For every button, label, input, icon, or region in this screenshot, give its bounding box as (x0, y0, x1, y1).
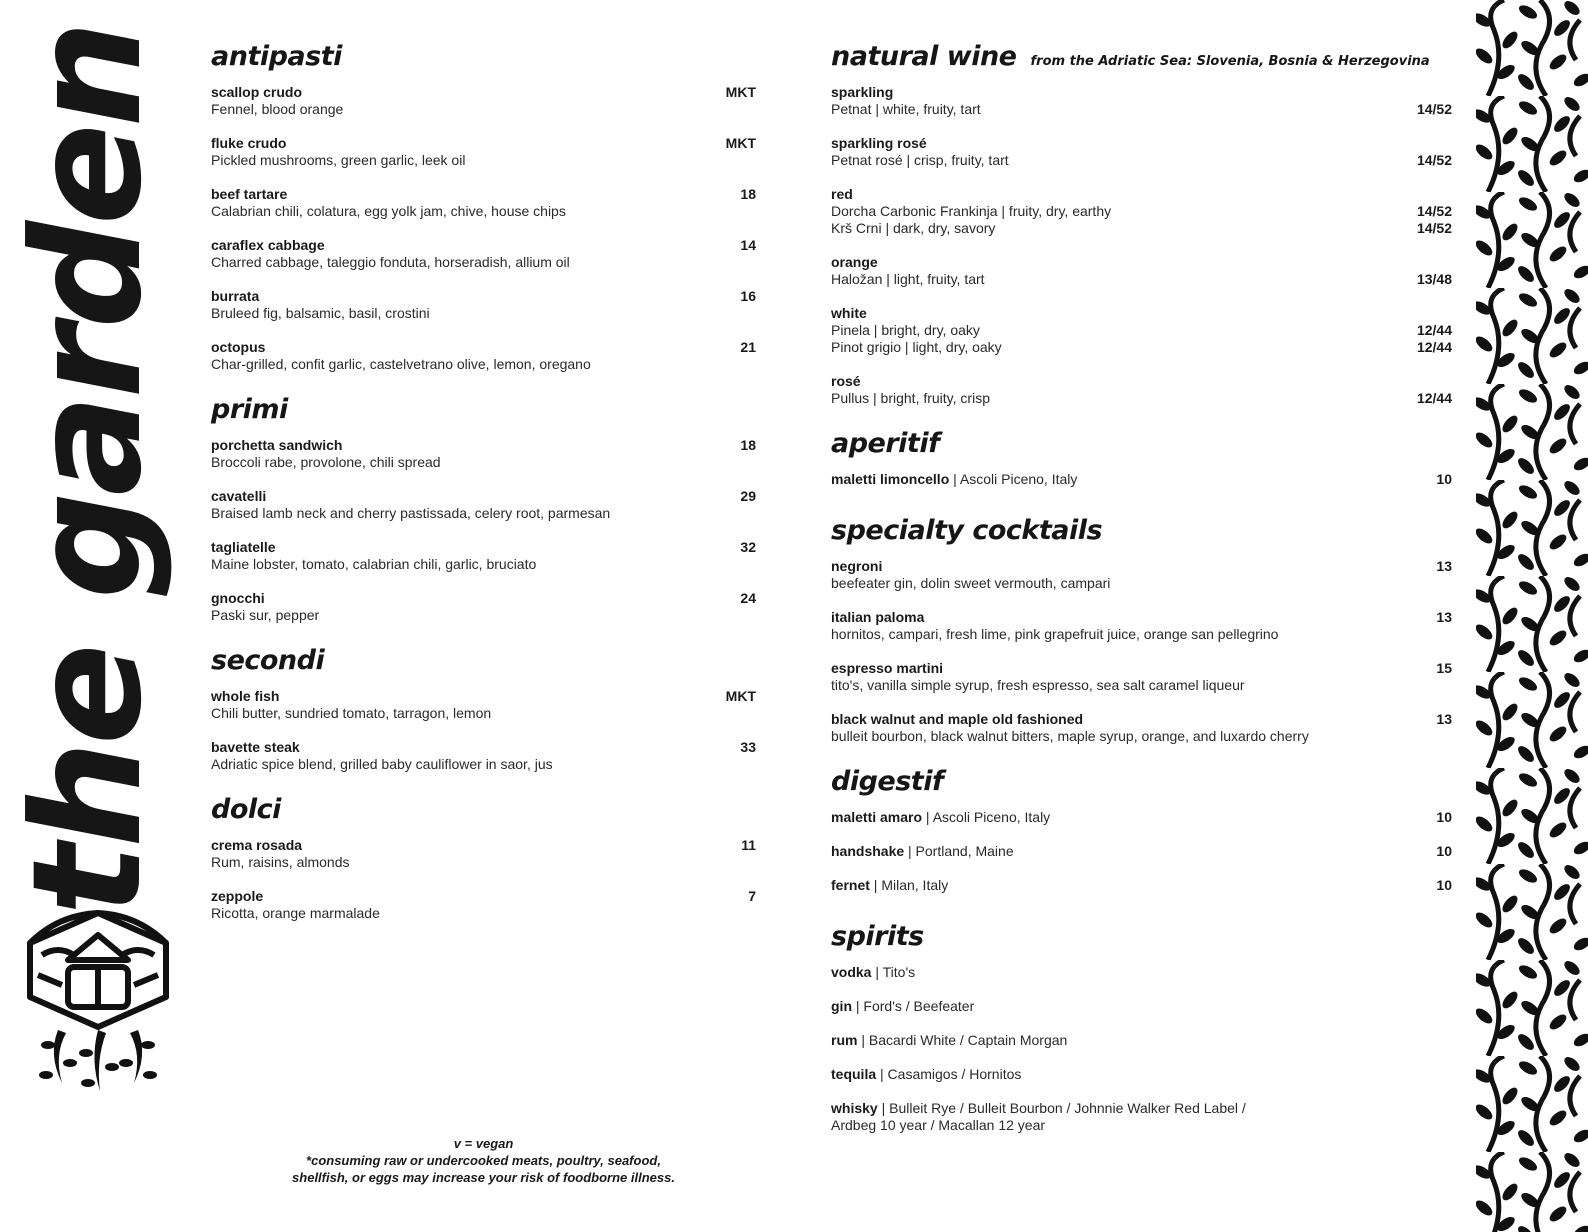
section-aperitif (831, 423, 1452, 488)
natural-wine-title: natural wine (831, 41, 1017, 72)
item-price: 13 (1436, 558, 1452, 574)
footnote-vegan: v = vegan (453, 1136, 514, 1151)
item-price: 33 (740, 739, 756, 755)
item-name: zeppole (211, 888, 264, 904)
item-price: 13 (1436, 609, 1452, 625)
item-desc: Fennel, blood orange (211, 101, 344, 117)
menu-item (211, 186, 756, 220)
section-natural-wine (831, 36, 1452, 407)
item-name: handshake (831, 843, 905, 859)
wine-group-name: rosé (831, 373, 861, 389)
item-brands-cont: Ardbeg 10 year / Macallan 12 year (831, 1117, 1046, 1133)
wine-price: 13/48 (1416, 271, 1452, 287)
item-desc: Bruleed fig, balsamic, basil, crostini (211, 305, 430, 321)
wine-desc: Dorcha Carbonic Frankinja | fruity, dry, earthy (831, 203, 1112, 219)
menu-item (211, 84, 756, 118)
footnote-warning-2: shellfish, or eggs may increase your risk of foodborne illness. (292, 1170, 675, 1185)
item-desc: beefeater gin, dolin sweet vermouth, campari (831, 575, 1111, 591)
vine-pattern-border (1476, 0, 1588, 1232)
drinks-column (831, 36, 1452, 1134)
wine-price: 14/52 (1416, 101, 1452, 117)
wine-line (831, 203, 1452, 220)
wine-line (831, 271, 1452, 288)
item-price: 10 (1436, 809, 1452, 825)
item-price: 24 (740, 590, 756, 606)
section-primi (211, 389, 756, 624)
item-name: crema rosada (211, 837, 303, 853)
section-title-aperitif: aperitif (831, 428, 940, 459)
item-desc: tito's, vanilla simple syrup, fresh espresso, sea salt caramel liqueur (831, 677, 1245, 693)
wine-price: 14/52 (1416, 220, 1452, 236)
item-price: 11 (741, 837, 756, 853)
wine-desc: Krš Crni | dark, dry, savory (831, 220, 996, 236)
menu-item (831, 1066, 1452, 1083)
item-name: bavette steak (211, 739, 300, 755)
item-desc: Chili butter, sundried tomato, tarragon, lemon (211, 705, 492, 721)
section-antipasti (211, 36, 756, 373)
menu-item (831, 558, 1452, 592)
menu-item (831, 711, 1452, 745)
item-name: cavatelli (211, 488, 267, 504)
menu-item (211, 888, 756, 922)
item-origin: | Portland, Maine (904, 843, 1014, 859)
item-name: tequila (831, 1066, 877, 1082)
item-name: burrata (211, 288, 260, 304)
wine-line (831, 101, 1452, 118)
menu-item (831, 609, 1452, 643)
wine-group (831, 305, 1452, 356)
item-desc: Ricotta, orange marmalade (211, 905, 380, 921)
item-origin: | Ascoli Piceno, Italy (922, 809, 1051, 825)
item-name: vodka (831, 964, 872, 980)
wine-desc: Petnat rosé | crisp, fruity, tart (831, 152, 1009, 168)
section-title-natural-wine (831, 36, 1452, 78)
item-name: tagliatelle (211, 539, 276, 555)
item-price: 16 (740, 288, 756, 304)
wine-desc: Pullus | bright, fruity, crisp (831, 390, 990, 406)
wine-line (831, 152, 1452, 169)
menu-item (211, 688, 756, 722)
item-desc: Braised lamb neck and cherry pastissada, celery root, parmesan (211, 505, 611, 521)
item-price: 18 (740, 437, 756, 453)
food-column (211, 36, 756, 922)
natural-wine-subtitle: from the Adriatic Sea: Slovenia, Bosnia & Herzegovina (1030, 54, 1430, 69)
item-price: 29 (740, 488, 756, 504)
wine-group-name: sparkling rosé (831, 135, 927, 151)
item-name: fernet (831, 877, 870, 893)
menu-item (211, 739, 756, 773)
item-desc: hornitos, campari, fresh lime, pink grapefruit juice, orange san pellegrino (831, 626, 1279, 642)
item-name: beef tartare (211, 186, 288, 202)
menu-item (831, 998, 1452, 1015)
item-price: 10 (1436, 471, 1452, 487)
item-desc: Calabrian chili, colatura, egg yolk jam, chive, house chips (211, 203, 566, 219)
item-name: negroni (831, 558, 883, 574)
item-price: MKT (725, 135, 756, 151)
wine-group (831, 254, 1452, 288)
brand-strip (0, 0, 190, 1232)
item-name: scallop crudo (211, 84, 303, 100)
item-name: italian paloma (831, 609, 925, 625)
menu-item (211, 135, 756, 169)
section-digestif (831, 761, 1452, 894)
item-name: espresso martini (831, 660, 944, 676)
item-name: whisky (831, 1100, 878, 1116)
section-title-cocktails: specialty cocktails (831, 515, 1103, 546)
item-name: porchetta sandwich (211, 437, 343, 453)
menu-item (831, 877, 1452, 894)
wine-desc: Petnat | white, fruity, tart (831, 101, 981, 117)
wine-group (831, 135, 1452, 169)
item-desc: Paski sur, pepper (211, 607, 320, 623)
footnote (211, 1135, 756, 1186)
wine-line (831, 220, 1452, 237)
wine-price: 12/44 (1416, 322, 1452, 338)
wine-group (831, 84, 1452, 118)
menu-item (831, 1100, 1452, 1134)
menu-item (211, 539, 756, 573)
item-brands: | Tito's (871, 964, 916, 980)
menu-item (211, 837, 756, 871)
item-name: caraflex cabbage (211, 237, 325, 253)
wine-price: 14/52 (1416, 203, 1452, 219)
menu-item (211, 590, 756, 624)
menu-item (831, 964, 1452, 981)
item-price: 32 (740, 539, 756, 555)
item-brands: | Ford's / Beefeater (852, 998, 975, 1014)
wine-price: 14/52 (1416, 152, 1452, 168)
wine-desc: Pinot grigio | light, dry, oaky (831, 339, 1002, 355)
section-title-antipasti: antipasti (211, 41, 342, 72)
wine-group (831, 186, 1452, 237)
item-desc: Broccoli rabe, provolone, chili spread (211, 454, 441, 470)
wine-price: 12/44 (1416, 390, 1452, 406)
menu-item (211, 437, 756, 471)
section-title-digestif: digestif (831, 766, 944, 797)
wine-line (831, 339, 1452, 356)
item-desc: bulleit bourbon, black walnut bitters, maple syrup, orange, and luxardo cherry (831, 728, 1309, 744)
menu-item (211, 339, 756, 373)
item-price: 10 (1436, 843, 1452, 859)
item-desc: Adriatic spice blend, grilled baby cauliflower in saor, jus (211, 756, 553, 772)
garden-logo-icon (18, 905, 178, 1095)
brand-name: the garden (1, 24, 175, 916)
section-title-spirits: spirits (831, 921, 924, 952)
menu-item (831, 660, 1452, 694)
item-brands: | Bacardi White / Captain Morgan (857, 1032, 1068, 1048)
wine-line (831, 390, 1452, 407)
item-name: maletti amaro (831, 809, 923, 825)
menu-item (831, 809, 1452, 826)
wine-desc: Pinela | bright, dry, oaky (831, 322, 980, 338)
section-dolci (211, 789, 756, 922)
item-name: gin (831, 998, 852, 1014)
item-price: MKT (725, 688, 756, 704)
item-price: 15 (1436, 660, 1452, 676)
item-desc: Charred cabbage, taleggio fonduta, horseradish, allium oil (211, 254, 570, 270)
wine-group-name: sparkling (831, 84, 894, 100)
item-brands: | Casamigos / Hornitos (876, 1066, 1022, 1082)
item-name: gnocchi (211, 590, 265, 606)
item-origin: | Ascoli Piceno, Italy (949, 471, 1078, 487)
wine-group-name: white (831, 305, 867, 321)
item-price: 18 (740, 186, 756, 202)
item-price: 7 (748, 888, 756, 904)
section-spirits (831, 916, 1452, 1134)
menu-item (831, 1032, 1452, 1049)
section-cocktails (831, 510, 1452, 745)
item-desc: Rum, raisins, almonds (211, 854, 350, 870)
item-name: octopus (211, 339, 266, 355)
menu-item (211, 288, 756, 322)
menu-item (831, 471, 1452, 488)
item-name: black walnut and maple old fashioned (831, 711, 1084, 727)
item-price: 21 (740, 339, 756, 355)
section-secondi (211, 640, 756, 773)
item-desc: Char-grilled, confit garlic, castelvetrano olive, lemon, oregano (211, 356, 591, 372)
wine-group (831, 373, 1452, 407)
menu-item (831, 843, 1452, 860)
item-price: 13 (1436, 711, 1452, 727)
item-name: whole fish (211, 688, 280, 704)
wine-desc: Haložan | light, fruity, tart (831, 271, 985, 287)
item-brands: | Bulleit Rye / Bulleit Bourbon / Johnnie Walker Red Label / (877, 1100, 1246, 1116)
section-title-secondi: secondi (211, 645, 325, 676)
item-name: fluke crudo (211, 135, 287, 151)
item-price: MKT (725, 84, 756, 100)
wine-price: 12/44 (1416, 339, 1452, 355)
footnote-warning-1: *consuming raw or undercooked meats, poultry, seafood, (306, 1153, 661, 1168)
item-price: 14 (740, 237, 756, 253)
wine-group-name: orange (831, 254, 878, 270)
item-name: rum (831, 1032, 858, 1048)
section-title-dolci: dolci (211, 794, 281, 825)
menu-item (211, 488, 756, 522)
section-title-primi: primi (211, 394, 288, 425)
item-desc: Pickled mushrooms, green garlic, leek oil (211, 152, 466, 168)
menu-item (211, 237, 756, 271)
item-desc: Maine lobster, tomato, calabrian chili, garlic, bruciato (211, 556, 537, 572)
wine-group-name: red (831, 186, 853, 202)
wine-line (831, 322, 1452, 339)
item-name: maletti limoncello (831, 471, 950, 487)
item-origin: | Milan, Italy (869, 877, 949, 893)
item-price: 10 (1436, 877, 1452, 893)
